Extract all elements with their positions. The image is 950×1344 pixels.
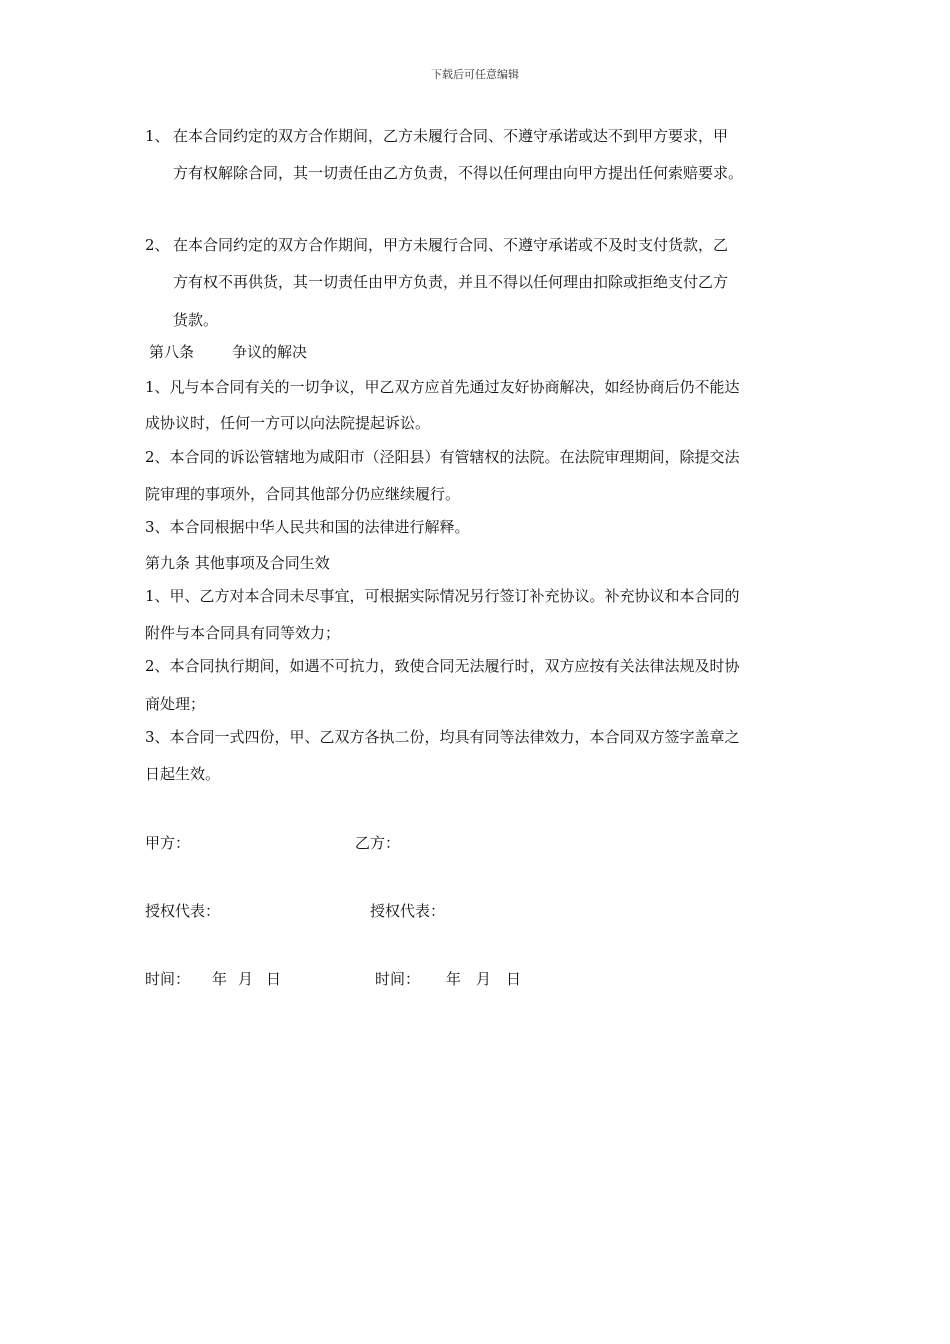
- representative-b-label: 授权代表：: [370, 902, 446, 920]
- article-item-line: 1、凡与本合同有关的一切争议，甲乙双方应首先通过友好协商解决，如经协商后仍不能达: [145, 378, 740, 396]
- clause-number: 1、: [145, 127, 170, 145]
- clause-number: 2、: [145, 236, 170, 254]
- party-a-label: 甲方：: [145, 834, 191, 852]
- clause-line: 方有权不再供货，其一切责任由甲方负责，并且不得以任何理由扣除或拒绝支付乙方: [173, 273, 729, 291]
- party-b-label: 乙方：: [355, 834, 401, 852]
- time-a-label: 时间：: [145, 970, 191, 988]
- article-heading-title: 争议的解决: [232, 343, 308, 361]
- article-heading-number: 第八条: [149, 343, 195, 361]
- day-b-label: 日: [506, 970, 522, 988]
- clause-line: 货款。: [173, 311, 219, 329]
- article-item-line: 3、本合同一式四份，甲、乙双方各执二份，均具有同等法律效力，本合同双方签字盖章之: [145, 728, 740, 746]
- article-item-line: 商处理；: [145, 695, 206, 713]
- article-item-line: 附件与本合同具有同等效力；: [145, 624, 341, 642]
- article-item-line: 2、本合同执行期间，如遇不可抗力，致使合同无法履行时，双方应按有关法律法规及时协: [145, 657, 740, 675]
- representative-a-label: 授权代表：: [145, 902, 221, 920]
- article-item-line: 成协议时，任何一方可以向法院提起诉讼。: [145, 414, 431, 432]
- clause-line: 在本合同约定的双方合作期间，乙方未履行合同、不遵守承诺或达不到甲方要求，甲: [173, 127, 729, 145]
- clause-line: 方有权解除合同，其一切责任由乙方负责，不得以任何理由向甲方提出任何索赔要求。: [173, 164, 744, 182]
- year-b-label: 年: [446, 970, 462, 988]
- article-item-line: 3、本合同根据中华人民共和国的法律进行解释。: [145, 518, 470, 536]
- article-item-line: 院审理的事项外，合同其他部分仍应继续履行。: [145, 485, 461, 503]
- time-b-label: 时间：: [375, 970, 421, 988]
- day-a-label: 日: [266, 970, 282, 988]
- clause-line: 在本合同约定的双方合作期间，甲方未履行合同、不遵守承诺或不及时支付货款，乙: [173, 236, 729, 254]
- article-item-line: 1、甲、乙方对本合同未尽事宜，可根据实际情况另行签订补充协议。补充协议和本合同的: [145, 587, 740, 605]
- month-b-label: 月: [476, 970, 492, 988]
- article-heading: 第九条 其他事项及合同生效: [145, 554, 330, 572]
- page-header-note: 下载后可任意编辑: [431, 68, 519, 81]
- year-a-label: 年: [212, 970, 228, 988]
- article-item-line: 日起生效。: [145, 765, 221, 783]
- article-item-line: 2、本合同的诉讼管辖地为咸阳市（泾阳县）有管辖权的法院。在法院审理期间，除提交法: [145, 448, 740, 466]
- month-a-label: 月: [238, 970, 254, 988]
